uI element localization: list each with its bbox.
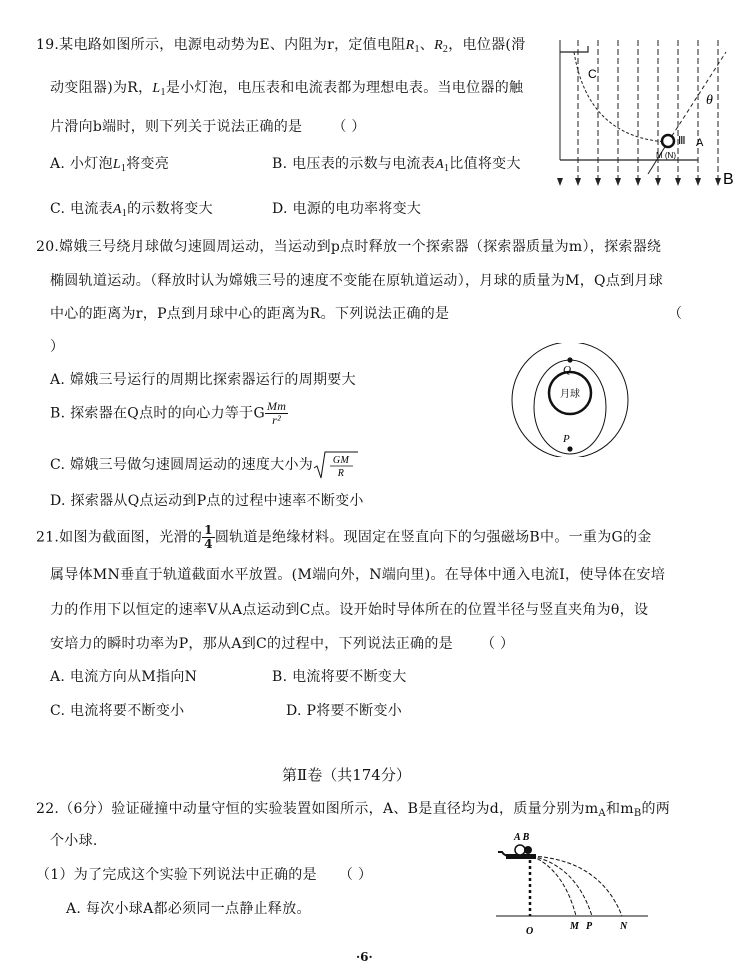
q19-option-c: C. 电流表$A_1$的示数将变大 <box>50 201 213 219</box>
quarter-arc-track <box>574 52 668 142</box>
label-iii: Ⅲ <box>678 135 686 147</box>
track-frame <box>560 46 588 52</box>
q19-r2: $R_2$ <box>434 38 449 55</box>
q20-line2: 椭圆轨道运动。（释放时认为嫦娥三号的速度不变能在原轨道运动），月球的质量为M，Q点到月球 <box>50 273 664 289</box>
ball-a <box>515 845 525 855</box>
trajectory-m <box>532 856 576 916</box>
q22-figure <box>492 830 652 940</box>
conductor-mn <box>662 135 674 147</box>
q20-paren-close: ） <box>50 339 65 355</box>
q19-option-d: D. 电源的电功率将变大 <box>272 201 422 217</box>
q20-line1: 20.嫦娥三号绕月球做匀速圆周运动，当运动到p点时释放一个探索器（探索器质量为m），探索器绕 <box>36 239 662 255</box>
q21-option-d: D. P将要不断变小 <box>286 703 403 719</box>
svg-text:GM: GM <box>333 455 350 466</box>
label-b-field: B <box>723 171 734 188</box>
label-a: A <box>696 137 704 149</box>
q22-line1: 22.（6分）验证碰撞中动量守恒的实验装置如图所示，A、B是直径均为d，质量分别为$m_A$和$m_B$的两 <box>36 801 671 819</box>
label-n: N <box>620 921 628 932</box>
field-arrow <box>675 178 681 186</box>
q19-r1: $R_1$ <box>405 38 420 55</box>
q20-frac-mm-r2: $\frac{Mm}{\text{r²}}$ <box>266 399 287 427</box>
ball-b <box>524 846 532 854</box>
q22-sub1: （1）为了完成这个实验下列说法中正确的是 （ ） <box>36 867 373 883</box>
q21-option-a: A. 电流方向从M指向N <box>50 669 198 685</box>
q19-l1: $L_1$ <box>152 81 166 98</box>
q19-line1-a: 19.某电路如图所示，电源电动势为E、内阻为r，定值电阻 <box>36 37 406 53</box>
q19-line2 <box>50 77 523 98</box>
moon-label: 月球 <box>560 389 580 400</box>
field-arrow <box>635 178 641 186</box>
q22-line2: 个小球. <box>50 833 98 849</box>
q20-sqrt-gm-r <box>313 450 359 480</box>
field-arrow <box>557 178 563 186</box>
q21-option-b: B. 电流将要不断变大 <box>272 669 407 685</box>
field-arrow <box>595 178 601 186</box>
q19-line2-b: 是小灯泡，电压表和电流表都为理想电表。当电位器的触 <box>165 80 524 96</box>
label-theta: θ <box>706 93 713 108</box>
q19-sep: 、 <box>419 37 435 53</box>
svg-text:R: R <box>337 468 345 479</box>
point-q <box>567 357 572 362</box>
radius-line <box>668 52 726 142</box>
q21-line2: 属导体MN垂直于轨道截面水平放置。(M端向外，N端向里)。在导体中通入电流I，使导体在安培 <box>50 567 666 583</box>
field-arrow <box>695 178 701 186</box>
q19-line1-b: ，电位器(滑 <box>448 37 526 53</box>
label-m: M <box>570 921 579 932</box>
q20-line3: 中心的距离为r，P点到月球中心的距离为R。下列说法正确的是 <box>50 306 450 322</box>
q20-figure <box>507 343 633 457</box>
q19-line2-a: 动变阻器)为R， <box>50 80 153 96</box>
point-p <box>567 446 572 451</box>
q19-option-b: B. 电压表的示数与电流表$A_1$比值将变大 <box>272 156 521 174</box>
q21-frac-quarter: $\frac{1}{4}$ <box>204 523 213 551</box>
q20-option-c: C. 嫦娥三号做匀速圆周运动的速度大小为 GM R <box>50 450 359 480</box>
label-p: P <box>563 433 570 445</box>
label-o: O <box>526 926 534 937</box>
q21-line4: 安培力的瞬时功率为P，那从A到C的过程中，下列说法正确的是 （ ） <box>50 636 515 652</box>
q22-option-a: A. 每次小球A都必须同一点静止释放。 <box>66 901 311 917</box>
q20-option-a: A. 嫦娥三号运行的周期比探索器运行的周期要大 <box>50 372 356 388</box>
q20-option-d: D. 探索器从Q点运动到P点的过程中速率不断变小 <box>50 493 364 509</box>
label-p: P <box>586 921 593 932</box>
q19-line3 <box>50 116 366 136</box>
q21-line3: 力的作用下以恒定的速率V从A点运动到C点。设开始时导体所在的位置半径与竖直夹角为θ，设 <box>50 602 649 618</box>
q19-answer-paren: （ ） <box>332 119 366 135</box>
q19-line1 <box>36 34 526 55</box>
section-title: 第Ⅱ卷（共174分） <box>282 766 411 784</box>
q21-option-c: C. 电流将要不断变小 <box>50 703 185 719</box>
label-c: C <box>588 67 597 81</box>
q19-option-a: A. 小灯泡$L_1$将变亮 <box>50 156 170 174</box>
q20-option-b: B. 探索器在Q点时的向心力等于G $\frac{Mm}{\text{r²}}$ <box>50 399 287 427</box>
q19-figure <box>548 38 738 190</box>
field-arrow <box>615 178 621 186</box>
q21-line1: 21.如图为截面图，光滑的 $\frac{1}{4}$ 圆轨道是绝缘材料。现固定在竖直向下的匀强磁场B中。一重为G的金 <box>36 523 652 551</box>
field-arrow <box>575 178 581 186</box>
trajectory-p <box>532 856 592 916</box>
label-ab: A B <box>514 832 530 843</box>
q19-line3-text: 片滑向b端时，则下列关于说法正确的是 <box>50 119 303 135</box>
field-arrow <box>715 178 721 186</box>
field-arrow <box>655 178 661 186</box>
page-number: ·6· <box>356 950 373 964</box>
label-mn: M (N) <box>656 151 676 160</box>
q20-paren-open: （ <box>668 306 683 322</box>
label-q: Q <box>563 364 571 376</box>
